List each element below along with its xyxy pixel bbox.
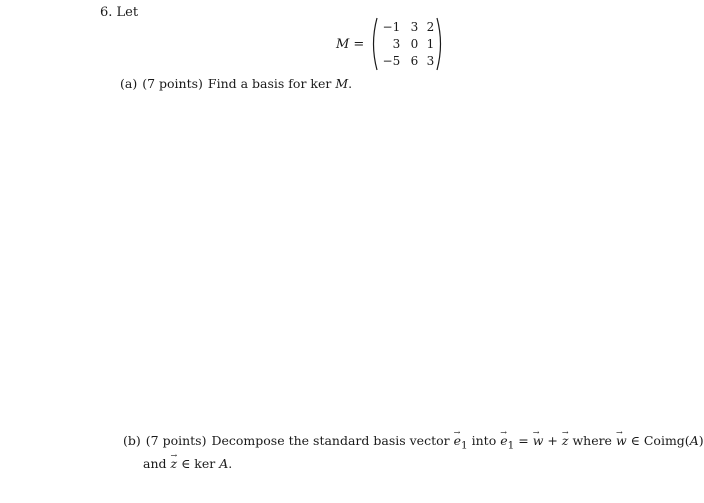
plus-sign: + xyxy=(547,433,558,448)
w-vector: → w xyxy=(533,432,544,450)
part-a-math: M xyxy=(335,76,349,91)
part-a-question xyxy=(120,76,352,91)
problem-number: 6. Let xyxy=(100,5,139,20)
part-a-text: Find a basis for ker xyxy=(207,76,332,91)
matrix-cell: 0 xyxy=(410,37,419,51)
equals-sign: = xyxy=(353,36,365,52)
matrix-cell: 3 xyxy=(392,37,401,51)
e1-subscript-2: 1 xyxy=(507,439,515,452)
matrix-definition xyxy=(336,18,444,70)
part-b-text-1: Decompose the standard basis vector xyxy=(211,433,450,448)
matrix-cell: 1 xyxy=(426,37,435,51)
matrix-entries xyxy=(378,19,436,70)
part-b-label: (b) xyxy=(123,433,141,448)
matrix-cell: 2 xyxy=(426,20,435,34)
matrix-cell: −5 xyxy=(382,54,401,68)
e1-vector: → e xyxy=(454,432,461,450)
part-b-text-3: where xyxy=(572,433,612,448)
part-b-and: and xyxy=(143,455,167,471)
right-paren-icon xyxy=(436,17,444,71)
equals-sign-b: = xyxy=(518,433,529,448)
w-vector-2: → w xyxy=(616,432,627,450)
part-b-line-1 xyxy=(123,432,704,455)
matrix-name: M xyxy=(336,36,350,52)
matrix-a-1: A xyxy=(689,433,699,448)
close-paren: ) xyxy=(698,433,704,448)
e1-vector-2: → e xyxy=(500,432,507,450)
matrix-cell: 3 xyxy=(410,20,419,34)
matrix-cell: −1 xyxy=(382,20,401,34)
part-b-end: . xyxy=(228,455,233,471)
left-paren-icon xyxy=(370,17,378,71)
matrix-cell: 3 xyxy=(426,54,435,68)
e1-subscript: 1 xyxy=(461,439,468,452)
ker-text: ∈ ker xyxy=(181,455,216,471)
part-a-end: . xyxy=(348,76,353,91)
part-a-points: (7 points) xyxy=(142,76,203,91)
z-vector-2: → z xyxy=(171,455,178,473)
part-b-points: (7 points) xyxy=(145,433,207,448)
matrix-cell: 6 xyxy=(410,54,419,68)
part-b-line-2 xyxy=(123,455,704,473)
part-b-text-2: into xyxy=(471,433,497,448)
matrix-a-2: A xyxy=(219,455,229,471)
part-a-label: (a) xyxy=(120,76,138,91)
z-vector: → z xyxy=(562,432,569,450)
coimg-text: ∈ Coimg( xyxy=(630,433,690,448)
part-b-question xyxy=(123,432,704,473)
